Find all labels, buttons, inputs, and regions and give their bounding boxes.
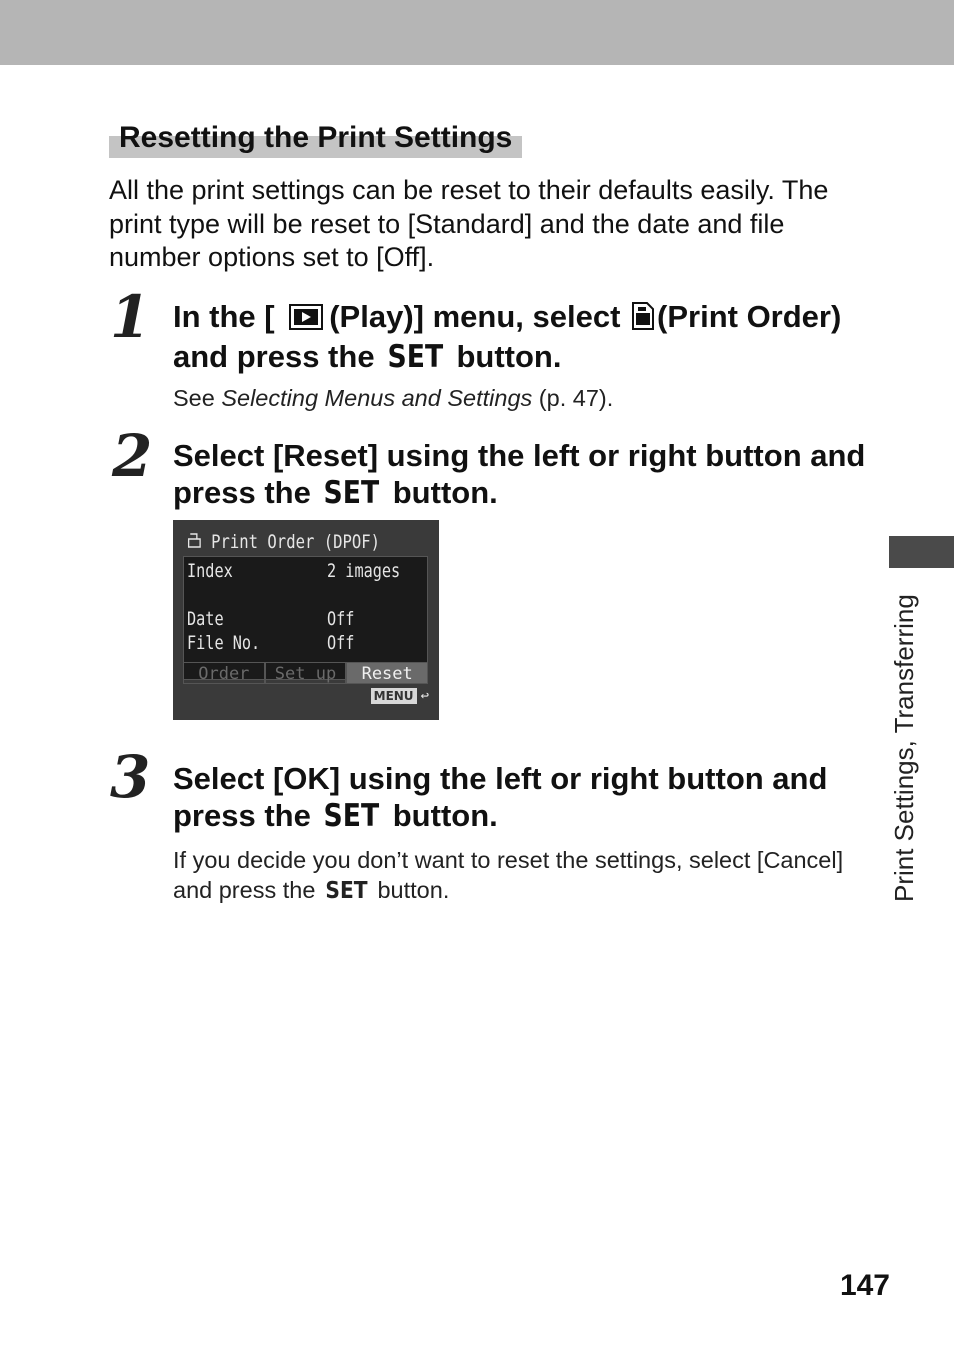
screen-tab-reset[interactable]: Reset <box>346 662 428 684</box>
page-number: 147 <box>839 1269 890 1302</box>
step-1-note <box>173 383 853 413</box>
menu-badge: MENU <box>371 688 417 704</box>
step-1-title-text: In the [ <box>173 299 275 334</box>
screen-row-label: Index <box>187 560 233 582</box>
screen-row-label: Date <box>187 608 224 630</box>
set-button-glyph: SET <box>323 798 380 834</box>
screen-row-value: Off <box>327 632 355 654</box>
set-button-glyph: SET <box>323 475 380 511</box>
camera-screen <box>173 520 439 720</box>
set-button-glyph: SET <box>387 339 444 375</box>
step-3-note-text: button. <box>377 877 450 903</box>
step-3-note-text: If you decide you don’t want to reset the settings, select [Cancel] and press the <box>173 847 844 903</box>
step-number-1: 1 <box>110 283 151 351</box>
header-bar <box>0 0 954 65</box>
screen-tabs <box>183 662 428 684</box>
step-3-note <box>173 845 853 905</box>
step-1-note-prefix: See <box>173 385 222 411</box>
step-3-title-text: button. <box>392 798 498 833</box>
screen-tab-setup[interactable]: Set up <box>265 662 347 684</box>
play-icon <box>289 304 323 330</box>
chapter-label: Print Settings, Transferring <box>889 594 919 902</box>
step-1-title <box>173 298 873 376</box>
step-number-2: 2 <box>112 422 153 490</box>
screen-row-value: Off <box>327 608 355 630</box>
print-order-icon <box>631 301 655 338</box>
step-2-title-text: Select [Reset] using the left or right button and press the <box>173 438 866 510</box>
step-1-note-reference: Selecting Menus and Settings <box>221 385 533 411</box>
set-button-glyph: SET <box>325 876 368 904</box>
screen-title <box>187 530 380 554</box>
intro-paragraph: All the print settings can be reset to their defaults easily. The print type will be reset to [Standard] and the date and file number options set to [Off]. <box>109 175 829 272</box>
step-1-note-suffix: (p. 47). <box>532 385 614 411</box>
section-heading: Resetting the Print Settings <box>109 120 522 158</box>
step-1-title-text: (Print Order) and press the <box>173 299 842 374</box>
screen-row-label: File No. <box>187 632 261 654</box>
step-3-title <box>173 760 873 835</box>
step-2-title-text: button. <box>392 475 498 510</box>
print-order-icon <box>187 533 202 549</box>
step-1-title-text: (Play)] menu, select <box>329 299 621 334</box>
screen-menu-hint <box>371 688 429 704</box>
return-icon: ↩ <box>420 688 429 704</box>
screen-row-value: 2 images <box>327 560 401 582</box>
step-2-title <box>173 437 873 512</box>
step-number-3: 3 <box>110 743 151 811</box>
step-3-title-text: Select [OK] using the left or right button and press the <box>173 761 828 833</box>
screen-tab-order[interactable]: Order <box>183 662 265 684</box>
screen-title-text: Print Order (DPOF) <box>211 531 380 553</box>
step-1-title-text: button. <box>456 339 562 374</box>
